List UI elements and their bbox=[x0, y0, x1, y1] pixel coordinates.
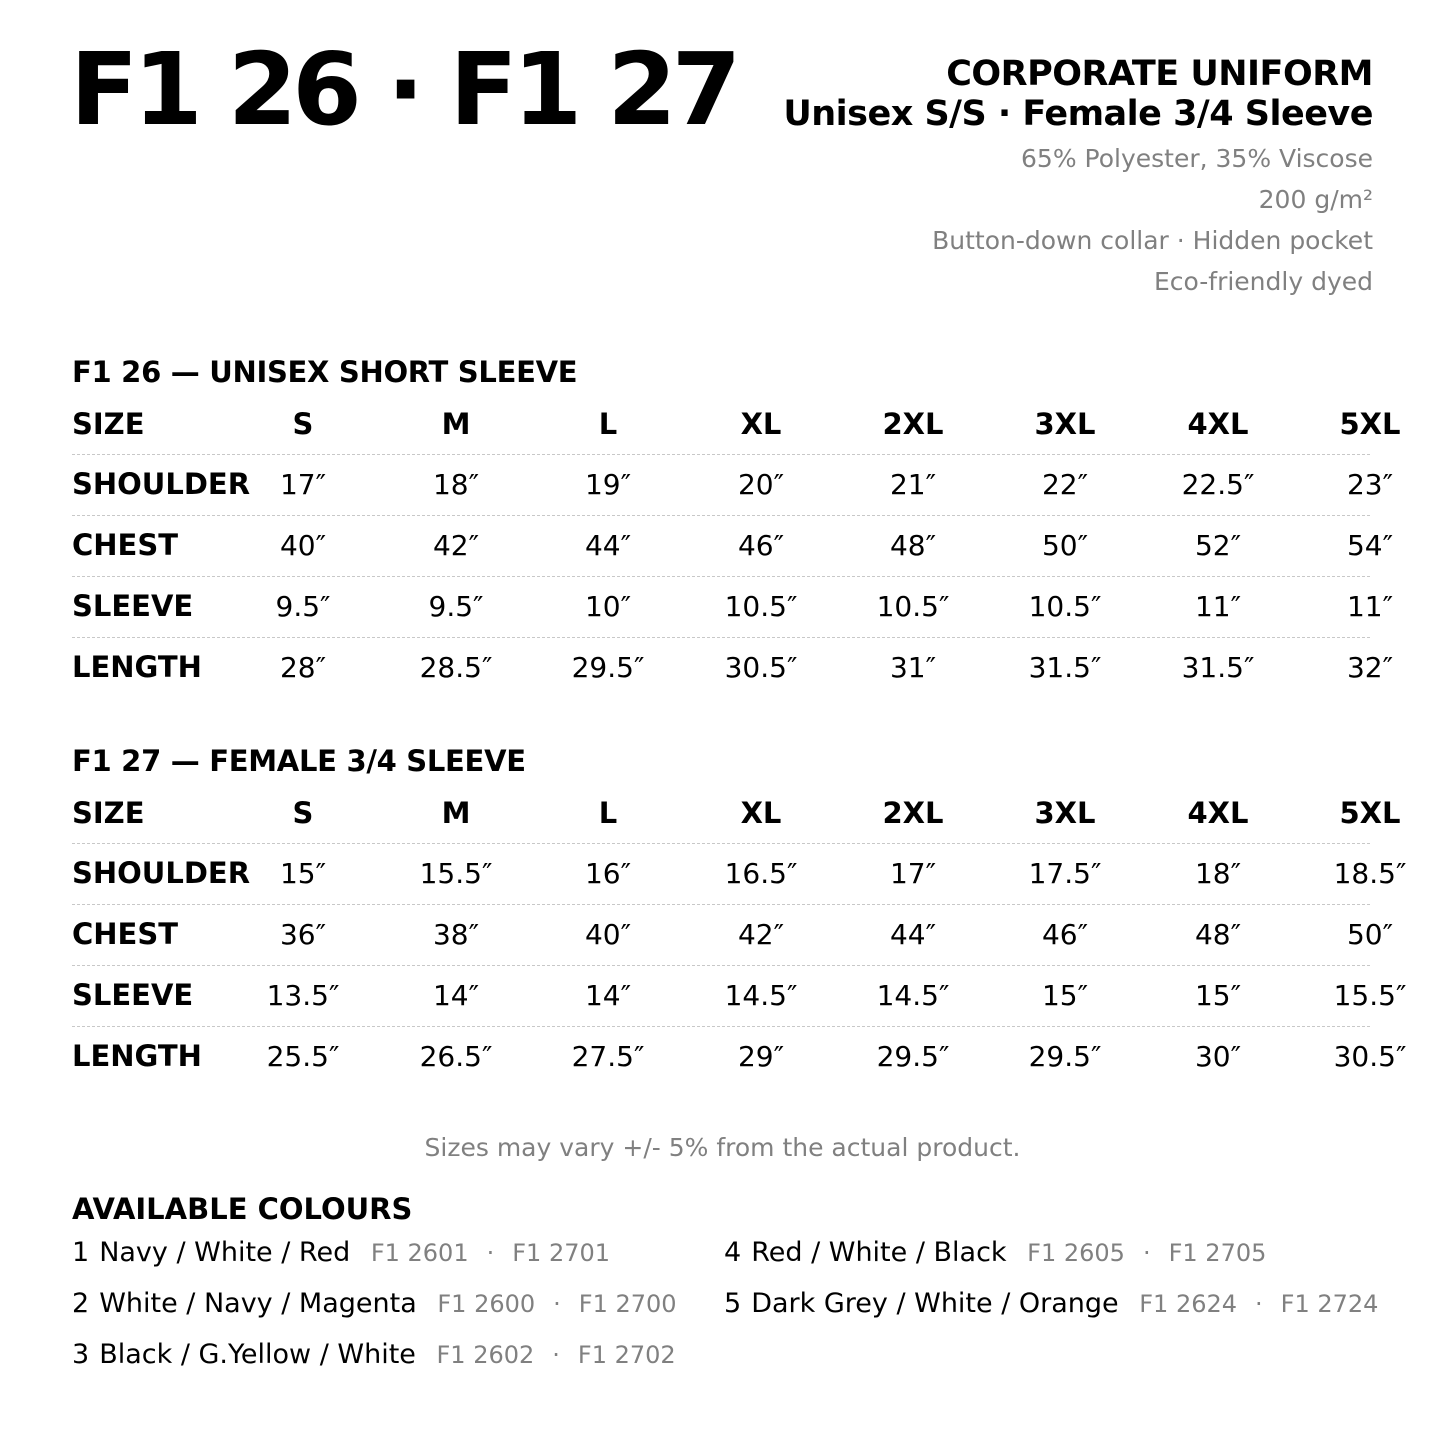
measurement-value: 18.5″ bbox=[1333, 857, 1407, 890]
table-row bbox=[0, 1026, 1445, 1087]
measurement-value: 16.5″ bbox=[724, 857, 798, 890]
measurement-value: 46″ bbox=[737, 529, 785, 562]
measurement-value: 36″ bbox=[279, 918, 327, 951]
table-row bbox=[0, 515, 1445, 576]
colour-code-f1-26: F1 2601 bbox=[370, 1239, 469, 1267]
measurement-value: 23″ bbox=[1346, 468, 1394, 501]
colour-number: 5 bbox=[724, 1288, 742, 1319]
measurement-value: 29.5″ bbox=[876, 1040, 950, 1073]
measurement-value: 20″ bbox=[737, 468, 785, 501]
size-column-header: XL bbox=[740, 407, 782, 441]
measurement-value: 44″ bbox=[889, 918, 937, 951]
measurement-value: 16″ bbox=[584, 857, 632, 890]
row-divider bbox=[72, 454, 1370, 455]
row-divider bbox=[72, 637, 1370, 638]
size-column-header: XL bbox=[740, 796, 782, 830]
measurement-value: 15.5″ bbox=[1333, 979, 1407, 1012]
measurement-value: 11″ bbox=[1346, 590, 1394, 623]
spec-list bbox=[783, 138, 1373, 302]
measurement-value: 11″ bbox=[1194, 590, 1242, 623]
measurement-value: 31.5″ bbox=[1028, 651, 1102, 684]
measurement-value: 29.5″ bbox=[571, 651, 645, 684]
variant-heading: Unisex S/S · Female 3/4 Sleeve bbox=[783, 94, 1373, 134]
colour-name: Black / G.Yellow / White bbox=[99, 1339, 416, 1370]
colour-code-f1-26: F1 2602 bbox=[436, 1341, 535, 1369]
measurement-value: 32″ bbox=[1346, 651, 1394, 684]
measurement-label: CHEST bbox=[72, 528, 179, 562]
measurement-label: SHOULDER bbox=[72, 856, 251, 890]
measurement-value: 44″ bbox=[584, 529, 632, 562]
code-separator: · bbox=[553, 1290, 561, 1318]
size-column-header: 2XL bbox=[882, 796, 944, 830]
measurement-value: 31.5″ bbox=[1181, 651, 1255, 684]
measurement-value: 38″ bbox=[432, 918, 480, 951]
spec-fabric: 65% Polyester, 35% Viscose bbox=[1021, 144, 1373, 173]
size-tolerance-note: Sizes may vary +/- 5% from the actual product. bbox=[424, 1133, 1021, 1162]
measurement-value: 15.5″ bbox=[419, 857, 493, 890]
measurement-value: 50″ bbox=[1346, 918, 1394, 951]
table-header-row bbox=[0, 783, 1445, 844]
measurement-value: 14″ bbox=[584, 979, 632, 1012]
product-summary bbox=[783, 54, 1373, 302]
measurement-value: 15″ bbox=[1041, 979, 1089, 1012]
measurement-label: SHOULDER bbox=[72, 467, 251, 501]
measurement-value: 27.5″ bbox=[571, 1040, 645, 1073]
table-row bbox=[0, 576, 1445, 637]
colour-option-2 bbox=[72, 1287, 677, 1321]
table-header-row bbox=[0, 394, 1445, 455]
measurement-value: 10″ bbox=[584, 590, 632, 623]
table-row bbox=[0, 965, 1445, 1026]
spec-weight: 200 g/m² bbox=[1258, 185, 1373, 214]
measurement-value: 30″ bbox=[1194, 1040, 1242, 1073]
size-column-header: L bbox=[598, 407, 618, 441]
size-column-header: S bbox=[292, 407, 314, 441]
size-column-header: 5XL bbox=[1339, 796, 1401, 830]
row-divider bbox=[72, 904, 1370, 905]
measurement-value: 21″ bbox=[889, 468, 937, 501]
size-column-header: 3XL bbox=[1034, 796, 1096, 830]
colour-option-4 bbox=[724, 1236, 1266, 1270]
measurement-value: 10.5″ bbox=[1028, 590, 1102, 623]
table-title-f1-26: F1 26 — UNISEX SHORT SLEEVE bbox=[72, 355, 578, 389]
measurement-value: 40″ bbox=[584, 918, 632, 951]
colour-name: Navy / White / Red bbox=[99, 1237, 351, 1268]
measurement-value: 30.5″ bbox=[1333, 1040, 1407, 1073]
measurement-value: 9.5″ bbox=[275, 590, 331, 623]
measurement-value: 14.5″ bbox=[724, 979, 798, 1012]
measurement-value: 26.5″ bbox=[419, 1040, 493, 1073]
measurement-label: SLEEVE bbox=[72, 978, 194, 1012]
measurement-value: 40″ bbox=[279, 529, 327, 562]
code-separator: · bbox=[1255, 1290, 1263, 1318]
colour-number: 3 bbox=[72, 1339, 90, 1370]
measurement-value: 17.5″ bbox=[1028, 857, 1102, 890]
measurement-value: 19″ bbox=[584, 468, 632, 501]
measurement-label: LENGTH bbox=[72, 650, 202, 684]
measurement-value: 30.5″ bbox=[724, 651, 798, 684]
measurement-value: 48″ bbox=[1194, 918, 1242, 951]
size-column-header: L bbox=[598, 796, 618, 830]
size-column-header: 5XL bbox=[1339, 407, 1401, 441]
measurement-value: 48″ bbox=[889, 529, 937, 562]
measurement-value: 13.5″ bbox=[266, 979, 340, 1012]
colour-number: 2 bbox=[72, 1288, 90, 1319]
colour-code-f1-26: F1 2605 bbox=[1027, 1239, 1125, 1267]
measurement-value: 14″ bbox=[432, 979, 480, 1012]
table-row bbox=[0, 843, 1445, 904]
measurement-value: 46″ bbox=[1041, 918, 1089, 951]
measurement-value: 10.5″ bbox=[724, 590, 798, 623]
measurement-value: 29.5″ bbox=[1028, 1040, 1102, 1073]
measurement-label: LENGTH bbox=[72, 1039, 202, 1073]
measurement-value: 17″ bbox=[889, 857, 937, 890]
colour-code-f1-27: F1 2700 bbox=[578, 1290, 677, 1318]
row-divider bbox=[72, 843, 1370, 844]
size-column-header: M bbox=[441, 407, 471, 441]
colours-heading: AVAILABLE COLOURS bbox=[72, 1192, 413, 1226]
measurement-value: 15″ bbox=[279, 857, 327, 890]
row-divider bbox=[72, 515, 1370, 516]
size-label: SIZE bbox=[72, 796, 145, 830]
colour-name: White / Navy / Magenta bbox=[99, 1288, 417, 1319]
measurement-value: 42″ bbox=[737, 918, 785, 951]
colour-option-1 bbox=[72, 1236, 610, 1270]
measurement-value: 15″ bbox=[1194, 979, 1242, 1012]
size-column-header: 3XL bbox=[1034, 407, 1096, 441]
size-column-header: 4XL bbox=[1187, 407, 1249, 441]
category-heading: CORPORATE UNIFORM bbox=[946, 54, 1373, 94]
measurement-value: 28.5″ bbox=[419, 651, 493, 684]
measurement-value: 52″ bbox=[1194, 529, 1242, 562]
size-column-header: S bbox=[292, 796, 314, 830]
colour-number: 4 bbox=[724, 1237, 742, 1268]
colour-code-f1-27: F1 2701 bbox=[512, 1239, 611, 1267]
colour-code-f1-27: F1 2702 bbox=[577, 1341, 676, 1369]
size-column-header: 2XL bbox=[882, 407, 944, 441]
code-separator: · bbox=[1142, 1239, 1151, 1267]
table-row bbox=[0, 637, 1445, 698]
measurement-value: 22″ bbox=[1041, 468, 1089, 501]
table-row bbox=[0, 904, 1445, 965]
colour-name: Red / White / Black bbox=[751, 1237, 1007, 1268]
colour-code-f1-26: F1 2600 bbox=[437, 1290, 536, 1318]
colour-code-f1-27: F1 2724 bbox=[1280, 1290, 1379, 1318]
measurement-value: 17″ bbox=[279, 468, 327, 501]
colour-number: 1 bbox=[72, 1237, 90, 1268]
measurement-value: 18″ bbox=[1194, 857, 1242, 890]
measurement-value: 22.5″ bbox=[1181, 468, 1255, 501]
colour-code-f1-27: F1 2705 bbox=[1168, 1239, 1267, 1267]
measurement-label: SLEEVE bbox=[72, 589, 194, 623]
measurement-value: 29″ bbox=[737, 1040, 785, 1073]
measurement-value: 25.5″ bbox=[266, 1040, 340, 1073]
colour-option-5 bbox=[724, 1287, 1378, 1321]
spec-dye: Eco-friendly dyed bbox=[1153, 267, 1373, 296]
measurement-value: 42″ bbox=[432, 529, 480, 562]
measurement-value: 10.5″ bbox=[876, 590, 950, 623]
colour-option-3 bbox=[72, 1338, 676, 1372]
measurement-value: 54″ bbox=[1346, 529, 1394, 562]
measurement-value: 50″ bbox=[1041, 529, 1089, 562]
table-title-f1-27: F1 27 — FEMALE 3/4 SLEEVE bbox=[72, 744, 526, 778]
measurement-value: 31″ bbox=[889, 651, 937, 684]
measurement-label: CHEST bbox=[72, 917, 179, 951]
size-column-header: 4XL bbox=[1187, 796, 1249, 830]
measurement-value: 18″ bbox=[432, 468, 480, 501]
size-label: SIZE bbox=[72, 407, 145, 441]
spec-features: Button-down collar · Hidden pocket bbox=[932, 226, 1373, 255]
code-separator: · bbox=[552, 1341, 560, 1369]
product-title: F1 26 · F1 27 bbox=[70, 31, 737, 148]
table-row bbox=[0, 454, 1445, 515]
size-column-header: M bbox=[441, 796, 471, 830]
colour-name: Dark Grey / White / Orange bbox=[751, 1288, 1119, 1319]
code-separator: · bbox=[486, 1239, 495, 1267]
measurement-value: 28″ bbox=[279, 651, 327, 684]
colour-code-f1-26: F1 2624 bbox=[1139, 1290, 1238, 1318]
measurement-value: 14.5″ bbox=[876, 979, 950, 1012]
row-divider bbox=[72, 576, 1370, 577]
measurement-value: 9.5″ bbox=[428, 590, 484, 623]
